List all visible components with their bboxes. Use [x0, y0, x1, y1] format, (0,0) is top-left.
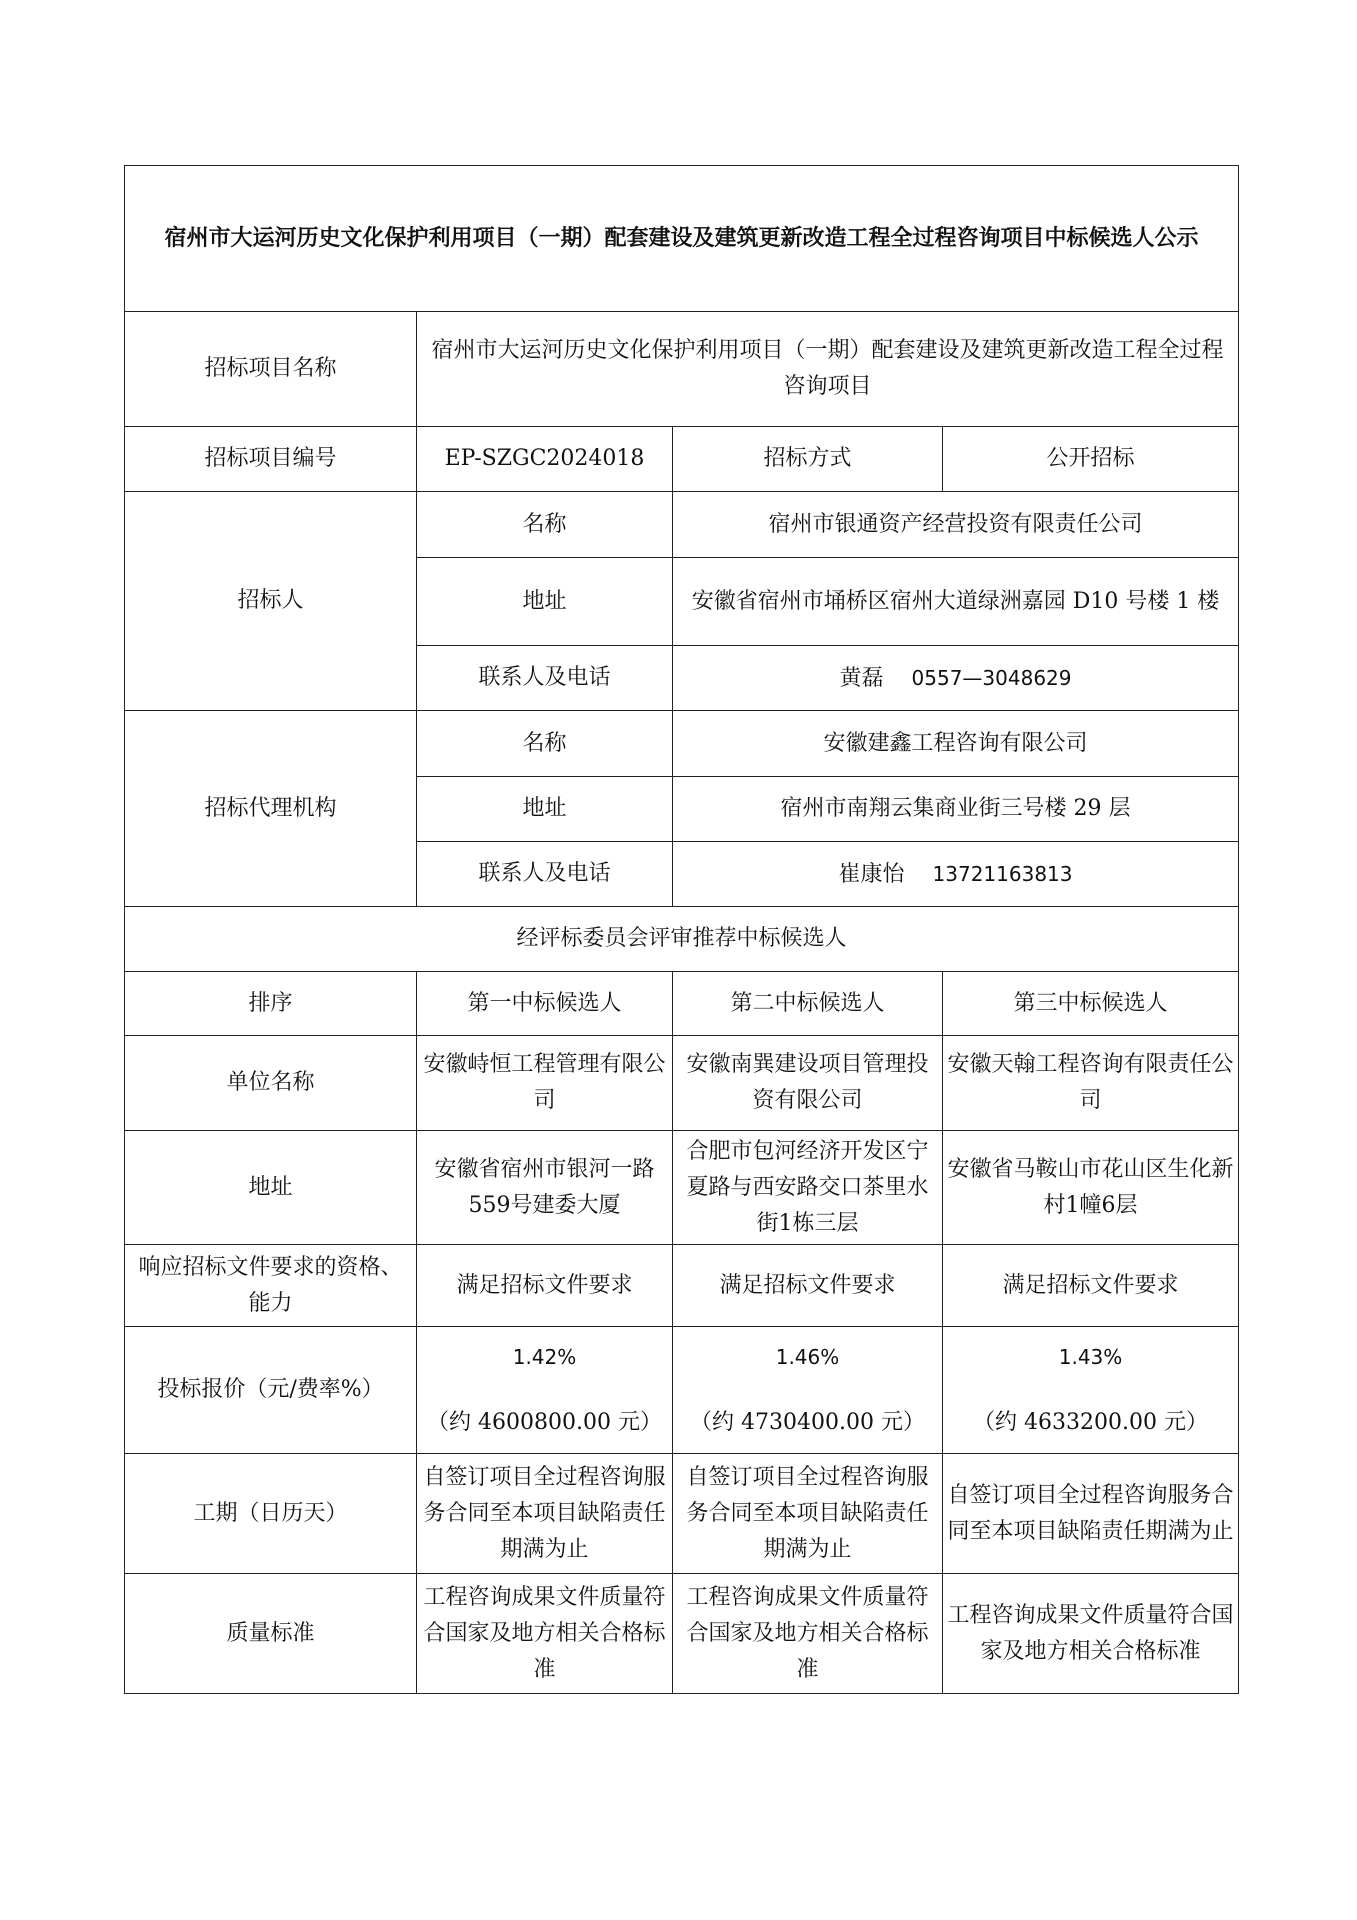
project-name-label: 招标项目名称 — [125, 312, 417, 427]
candidate-address-1: 安徽省宿州市银河一路559号建委大厦 — [417, 1131, 673, 1245]
quality-2: 工程咨询成果文件质量符合国家及地方相关合格标准 — [673, 1574, 943, 1694]
period-label: 工期（日历天） — [125, 1454, 417, 1574]
agency-contact — [673, 842, 1239, 907]
rank-label: 排序 — [125, 972, 417, 1036]
candidate-address-label: 地址 — [125, 1131, 417, 1245]
price-amount-2: （约 4730400.00 元） — [690, 1410, 925, 1435]
price-rate-1: 1.42% — [512, 1345, 577, 1369]
page-title: 宿州市大运河历史文化保护利用项目（一期）配套建设及建筑更新改造工程全过程咨询项目中标候选人公示 — [125, 166, 1239, 312]
agency-contact-name: 崔康怡 — [838, 861, 905, 887]
qualification-3: 满足招标文件要求 — [943, 1245, 1239, 1327]
tenderer-label: 招标人 — [125, 492, 417, 711]
tenderer-address-label: 地址 — [417, 558, 673, 646]
price-2 — [673, 1327, 943, 1454]
candidate-header-3: 第三中标候选人 — [943, 972, 1239, 1036]
candidate-header-2: 第二中标候选人 — [673, 972, 943, 1036]
unit-1: 安徽峙恒工程管理有限公司 — [417, 1036, 673, 1131]
project-no-label: 招标项目编号 — [125, 427, 417, 492]
candidate-notice-table — [124, 165, 1239, 1694]
tenderer-address: 安徽省宿州市埇桥区宿州大道绿洲嘉园 D10 号楼 1 楼 — [673, 558, 1239, 646]
period-2: 自签订项目全过程咨询服务合同至本项目缺陷责任期满为止 — [673, 1454, 943, 1574]
agency-address-label: 地址 — [417, 777, 673, 842]
agency-name: 安徽建鑫工程咨询有限公司 — [673, 711, 1239, 777]
qualification-1: 满足招标文件要求 — [417, 1245, 673, 1327]
method-label: 招标方式 — [673, 427, 943, 492]
unit-label: 单位名称 — [125, 1036, 417, 1131]
quality-1: 工程咨询成果文件质量符合国家及地方相关合格标准 — [417, 1574, 673, 1694]
period-1: 自签订项目全过程咨询服务合同至本项目缺陷责任期满为止 — [417, 1454, 673, 1574]
price-label: 投标报价（元/费率%） — [125, 1327, 417, 1454]
candidate-address-2: 合肥市包河经济开发区宁夏路与西安路交口茶里水街1栋三层 — [673, 1131, 943, 1245]
qualification-2: 满足招标文件要求 — [673, 1245, 943, 1327]
tenderer-contact — [673, 646, 1239, 711]
quality-3: 工程咨询成果文件质量符合国家及地方相关合格标准 — [943, 1574, 1239, 1694]
agency-label: 招标代理机构 — [125, 711, 417, 907]
agency-address: 宿州市南翔云集商业街三号楼 29 层 — [673, 777, 1239, 842]
method-value: 公开招标 — [943, 427, 1239, 492]
project-name-value: 宿州市大运河历史文化保护利用项目（一期）配套建设及建筑更新改造工程全过程咨询项目 — [417, 312, 1239, 427]
tenderer-contact-label: 联系人及电话 — [417, 646, 673, 711]
unit-2: 安徽南巽建设项目管理投资有限公司 — [673, 1036, 943, 1131]
agency-name-label: 名称 — [417, 711, 673, 777]
price-rate-2: 1.46% — [775, 1345, 840, 1369]
agency-contact-label: 联系人及电话 — [417, 842, 673, 907]
project-no-value: EP-SZGC2024018 — [417, 427, 673, 492]
period-3: 自签订项目全过程咨询服务合同至本项目缺陷责任期满为止 — [943, 1454, 1239, 1574]
quality-label: 质量标准 — [125, 1574, 417, 1694]
candidate-header-1: 第一中标候选人 — [417, 972, 673, 1036]
unit-3: 安徽天翰工程咨询有限责任公司 — [943, 1036, 1239, 1131]
price-rate-3: 1.43% — [1058, 1345, 1123, 1369]
price-3 — [943, 1327, 1239, 1454]
section-heading: 经评标委员会评审推荐中标候选人 — [125, 907, 1239, 972]
candidate-address-3: 安徽省马鞍山市花山区生化新村1幢6层 — [943, 1131, 1239, 1245]
price-1 — [417, 1327, 673, 1454]
price-amount-3: （约 4633200.00 元） — [973, 1410, 1208, 1435]
price-amount-1: （约 4600800.00 元） — [427, 1410, 662, 1435]
tenderer-contact-name: 黄磊 — [839, 665, 884, 691]
tenderer-name: 宿州市银通资产经营投资有限责任公司 — [673, 492, 1239, 558]
agency-contact-phone: 13721163813 — [932, 861, 1073, 886]
qualification-label: 响应招标文件要求的资格、能力 — [125, 1245, 417, 1327]
tenderer-contact-phone: 0557—3048629 — [911, 665, 1072, 690]
tenderer-name-label: 名称 — [417, 492, 673, 558]
